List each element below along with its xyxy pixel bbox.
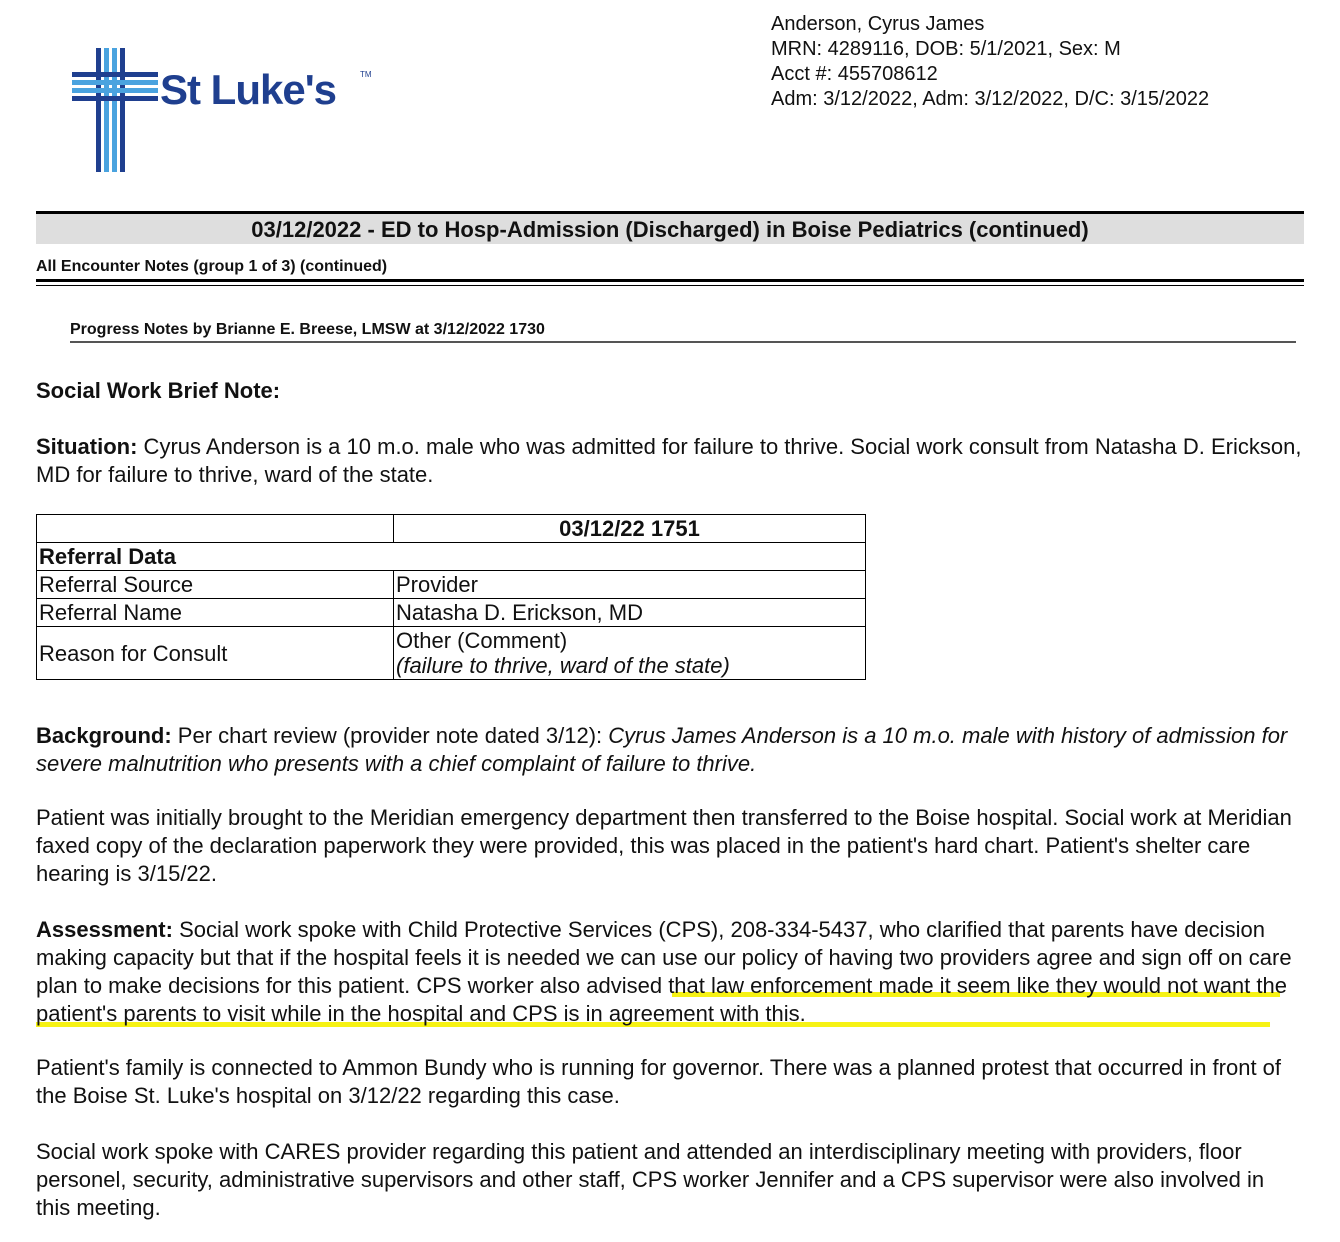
patient-ids: MRN: 4289116, DOB: 5/1/2021, Sex: M (771, 38, 1121, 60)
encounter-banner (36, 211, 1304, 244)
referral-table (36, 514, 866, 680)
referral-date-header: 03/12/22 1751 (394, 515, 866, 543)
table-cell (37, 515, 394, 543)
row-label: Referral Source (37, 571, 394, 599)
divider (36, 279, 1304, 282)
row-value: Natasha D. Erickson, MD (394, 599, 866, 627)
logo-trademark: TM (360, 70, 372, 79)
logo-wordmark: St Luke's (160, 66, 337, 113)
situation-text: Cyrus Anderson is a 10 m.o. male who was admitted for failure to thrive. Social work consult from Natasha D. Erickson, MD for failure to thrive, ward of the state. (36, 434, 1302, 487)
table-row (37, 599, 866, 627)
note-heading: Social Work Brief Note: (36, 378, 281, 403)
situation-label: Situation: (36, 434, 138, 459)
cross-icon (68, 44, 158, 176)
patient-dates: Adm: 3/12/2022, Adm: 3/12/2022, D/C: 3/15/2022 (771, 88, 1210, 110)
row-label: Referral Name (37, 599, 394, 627)
assessment-text: Social work spoke with Child Protective Services (CPS), 208-334-5437, who clarified that parents have decision making capacity but that if the hospital feels it is needed we can use our policy of having two providers agree and sign off on care plan to make decisions for this patient. CPS worker also advised that law enforcement made it seem like they would not want the patient's parents to visit while in the hospital and CPS is in agreement with this. (36, 917, 1292, 1026)
patient-info (771, 12, 1209, 112)
transfer-paragraph: Patient was initially brought to the Meridian emergency department then transferred to the Boise hospital. Social work at Meridian faxed copy of the declaration paperwork they were provided, this was placed in the patient's hard chart. Patient's shelter care hearing is 3/15/22. (36, 805, 1292, 886)
background-quote: Cyrus James Anderson is a 10 m.o. male with history of admission for severe malnutrition who presents with a chief complaint of failure to thrive. (36, 723, 1288, 776)
table-row (37, 571, 866, 599)
encounter-title: 03/12/2022 - ED to Hosp-Admission (Discharged) in Boise Pediatrics (continued) (251, 217, 1089, 242)
background-label: Background: (36, 723, 172, 748)
st-lukes-logo (68, 44, 388, 176)
reason-comment: (failure to thrive, ward of the state) (396, 653, 730, 678)
assessment-label: Assessment: (36, 917, 173, 942)
meeting-paragraph: Social work spoke with CARES provider regarding this patient and attended an interdisciplinary meeting with providers, floor personel, security, administrative supervisors and other staff, CPS worker Jennifer and a CPS supervisor were also involved in this meeting. (36, 1139, 1265, 1220)
row-value (394, 627, 866, 680)
progress-note-heading: Progress Notes by Brianne E. Breese, LMSW at 3/12/2022 1730 (70, 321, 545, 338)
divider (36, 285, 1304, 286)
divider (70, 341, 1296, 343)
background-text: Per chart review (provider note dated 3/12): (171, 723, 609, 748)
table-row (37, 515, 866, 543)
patient-account: Acct #: 455708612 (771, 63, 938, 85)
notes-group-heading: All Encounter Notes (group 1 of 3) (continued) (36, 258, 388, 275)
row-value: Provider (394, 571, 866, 599)
situation-paragraph (36, 433, 1304, 489)
referral-section-title: Referral Data (37, 543, 866, 571)
family-paragraph: Patient's family is connected to Ammon Bundy who is running for governor. There was a planned protest that occurred in front of the Boise St. Luke's hospital on 3/12/22 regarding this case. (36, 1055, 1282, 1108)
reason-value: Other (Comment) (396, 628, 568, 653)
row-label: Reason for Consult (37, 627, 394, 680)
patient-name: Anderson, Cyrus James (771, 13, 985, 35)
assessment-paragraph (36, 916, 1304, 1028)
table-row (37, 627, 866, 680)
background-paragraph (36, 722, 1304, 778)
table-row (37, 543, 866, 571)
